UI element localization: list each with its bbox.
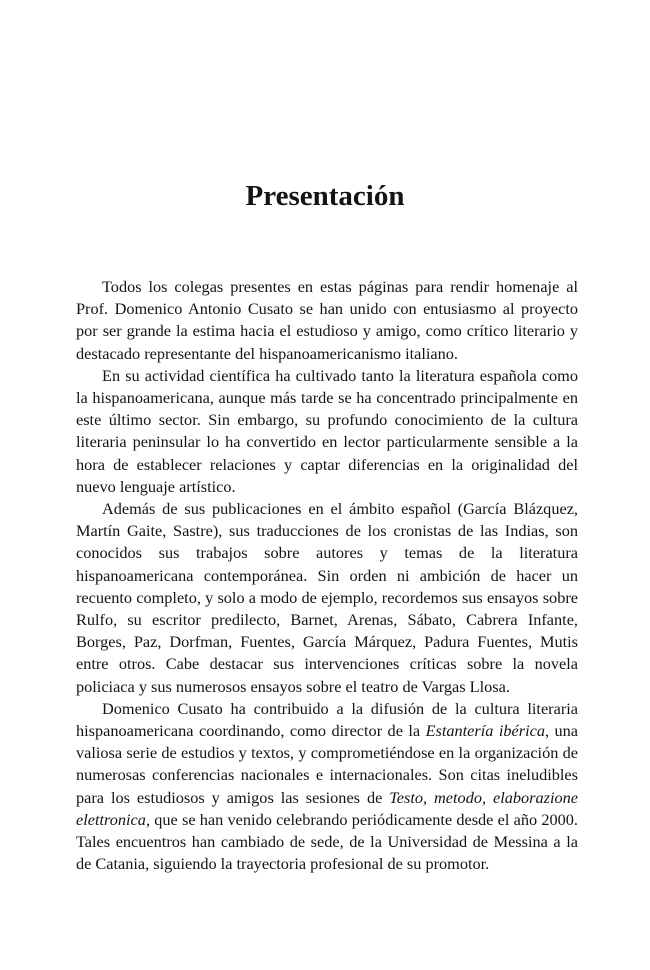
text-run: Además de sus publicaciones en el ámbito español (García Blázquez, Martín Gaite, Sastre), sus traducciones de los cronistas de las Indias, son conocidos sus trabajos sobre autores y temas de la literatura hispanoamericana contemporánea. Sin orden ni ambición de hacer un recuento completo, y solo a modo de ejemplo, recordemos sus ensayos sobre Rulfo, su escritor predilecto, Barnet, Arenas, Sábato, Cabrera Infante, Borges, Paz, Dorfman, Fuentes, García Márquez, Padura Fuentes, Mutis entre otros. Cabe destacar sus intervenciones críticas sobre la novela policiaca y sus numerosos ensayos sobre el teatro de Vargas Llosa. bbox=[76, 499, 578, 696]
text-run: , una valiosa serie de estudios y textos, y comprometiéndose en la organización de numerosas conferencias nacionales e internacionales. Son citas ineludibles para los estudiosos y amigos las sesiones de bbox=[76, 721, 578, 807]
paragraph bbox=[76, 498, 578, 698]
text-run: En su actividad científica ha cultivado tanto la literatura española como la hispanoamericana, aunque más tarde se ha concentrado principalmente en este último sector. Sin embargo, su profundo conocimiento de la cultura literaria peninsular lo ha convertido en lector particularmente sensible a la hora de establecer relaciones y captar diferencias en la originalidad del nuevo lenguaje artístico. bbox=[76, 365, 578, 496]
text-run: Domenico Cusato ha contribuido a la difusión de la cultura literaria hispanoamericana coordinando, como director de la bbox=[76, 698, 578, 741]
text-run: Todos los colegas presentes en estas páginas para rendir homenaje al Prof. Domenico Antonio Cusato se han unido con entusiasmo al proyecto por ser grande la estima hacia el estudioso y amigo, como crítico literario y destacado representante del hispanoamericanismo italiano. bbox=[76, 277, 578, 363]
italic-title: Testo, metodo, elaborazione elettronica bbox=[76, 787, 578, 829]
paragraph bbox=[76, 276, 578, 365]
paragraph bbox=[76, 698, 578, 876]
page-title: Presentación bbox=[245, 180, 405, 212]
paragraph bbox=[76, 365, 578, 498]
italic-title: Estantería ibérica bbox=[425, 721, 545, 741]
text-run: , que se han venido celebrando periódicamente desde el año 2000. Tales encuentros han cambiado de sede, de la Universidad de Messina a la de Catania, siguiendo la trayectoria profesional de su promotor. bbox=[76, 809, 578, 874]
body-text bbox=[76, 276, 578, 875]
